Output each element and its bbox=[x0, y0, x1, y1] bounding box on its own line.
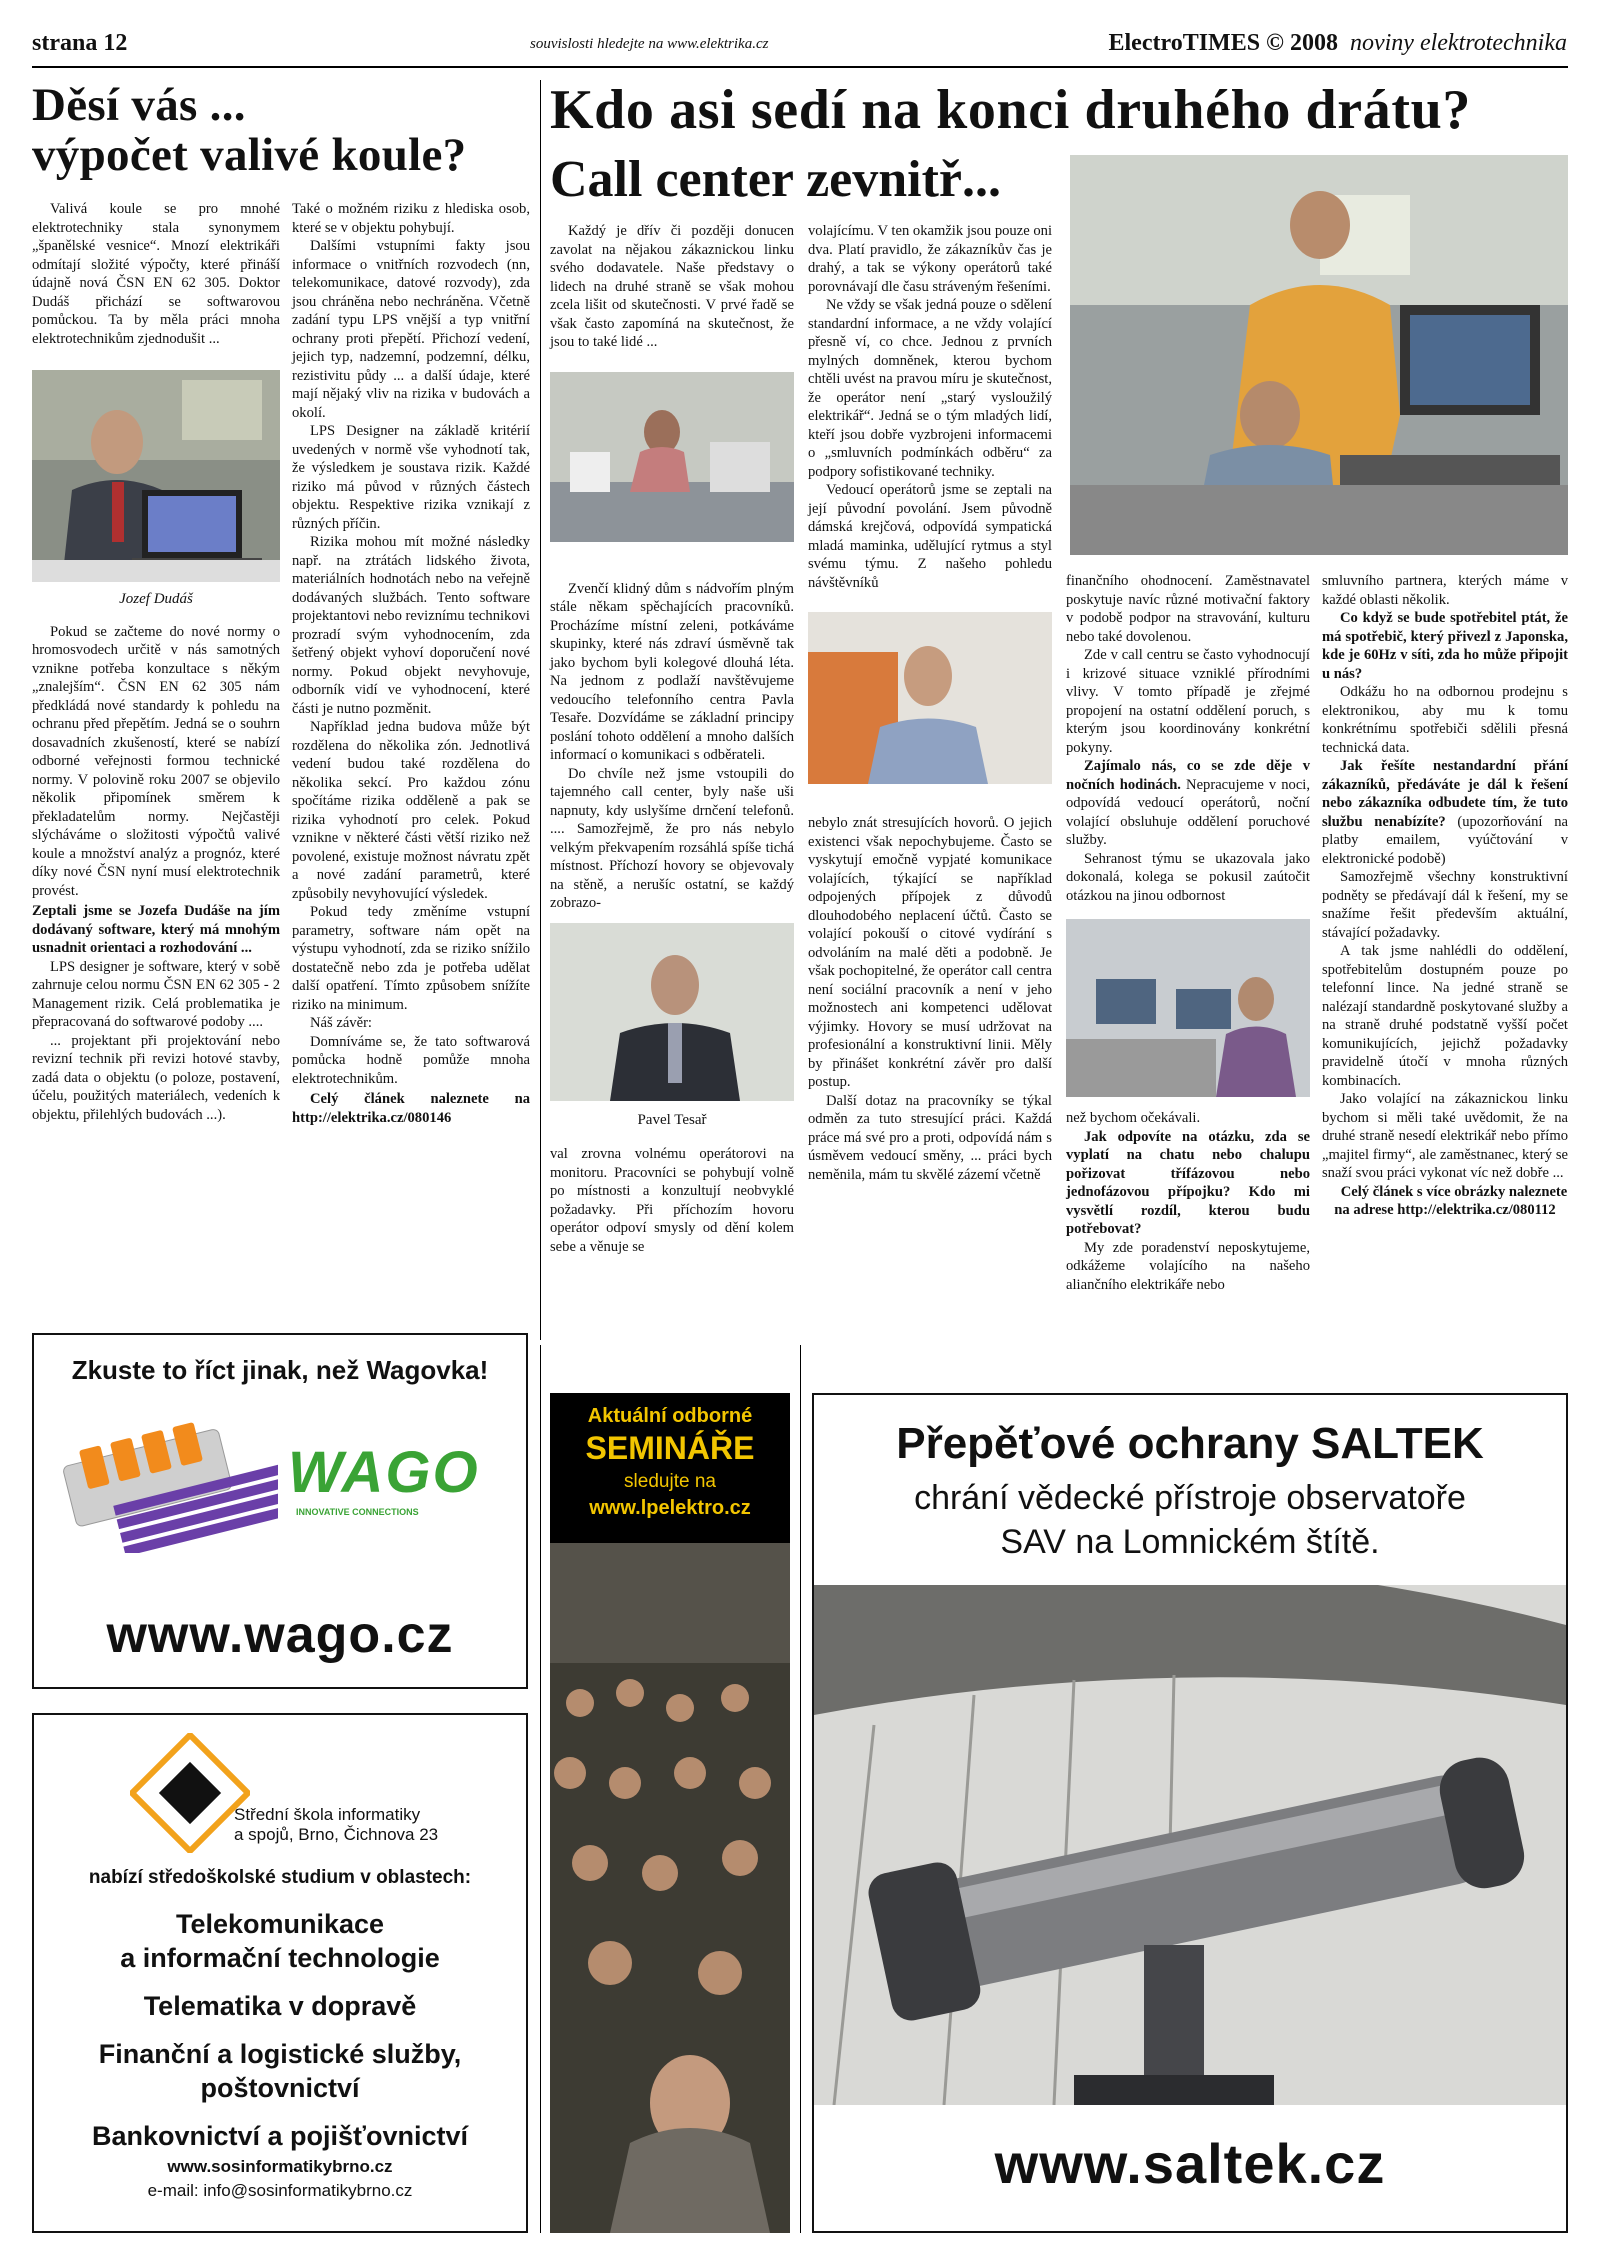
article1-title-line1: Děsí vás ... bbox=[32, 79, 246, 131]
ad-wago-url[interactable]: www.wago.cz bbox=[106, 1606, 454, 1664]
ad-saltek-line2: chrání vědecké přístroje observatoře bbox=[914, 1479, 1466, 1517]
telescope-photo bbox=[814, 1585, 1566, 2105]
school-name: Střední škola informatiky a spojů, Brno, Čichnova 23 bbox=[234, 1805, 439, 1844]
article2-link[interactable]: Celý článek s více obrázky naleznete na adrese http://elektrika.cz/080112 bbox=[1334, 1183, 1568, 1218]
ad-saltek-url[interactable]: www.saltek.cz bbox=[994, 2132, 1386, 2195]
photo-pavel-tesar bbox=[550, 923, 794, 1101]
article1-c2-p2: Dalšími vstupními fakty jsou informace o vnitřních rozvodech (nn, telekomunikace, datové rozvody), zda jsou chráněna nebo nechráněna. Včetně zadání typu LPS vnější a typ vnitřní ochrany proti přepětí. Přichozí vedení, jejich typ, nadzemní, podzemní, délku, rezistivitu půdy ... a další údaje, které mají nějaký vliv na rizika v budovách a okolí. bbox=[292, 238, 530, 421]
wago-connector-icon bbox=[48, 1403, 278, 1553]
article2-c2-p1: volajícímu. V ten okamžik jsou pouze oni dva. Platí pravidlo, že zákazníkův čas je drahý, a tak se výkony operátorů také porovnávají dle času stráveným řešeními. bbox=[808, 223, 1052, 295]
article2-c2-p4: nebylo znát stresujících hovorů. O jejich existenci však nepochybujeme. Často se vyskytují emočně vypjaté komunikace volajících, týkající se například odpojených přípojek z důvodů dlouhodobého neplacení účtů. Často se volající pokouší o citové vydírání s odvoláním na malé děti a podobně. Je však pochopitelné, že operátor call centra není sociální pracovník a není v jeho možnostech ani kompetenci udělovat výjimky. Hovory se musí udržovat na profesionální a konstruktivní linii. Měly by přinášet konkrétní závěr pro další postup. bbox=[808, 815, 1052, 1090]
ad-saltek-title: Přepěťové ochrany SALTEK bbox=[896, 1419, 1484, 1468]
photo-operators-room bbox=[1066, 919, 1310, 1097]
article2-c1-p2: Zvenčí klidný dům s nádvořím plným stále někam spěchajících pracovníků. Procházíme místní zeleni, potkáváme skupinky, které nás zdraví úsměvně tak jako bychom byli kolegové dlouhá léta. Na jednom z podlaží navštěvujeme vedoucího telefonního centra Pavla Tesaře. Dozvídáme se základní principy poslání tohoto oddělení a mnoho dalších informací o komunikaci s odběrateli. bbox=[550, 580, 794, 763]
article2-c3-q2: Jak odpovíte na otázku, zda se vyplatí na chatu nebo chalupu pořizovat třífázovou nebo jednofázovou přípojku? Kdo mi vysvětlí rozdíl, kterou budu potřebovat? bbox=[1066, 1128, 1310, 1237]
article2-c4-q2: Jak řešíte nestandardní přání zákazníků, předáváte je dál k řešení nebo zákazníka odbudete tím, že tuto službu nenabízíte? (upozorňování na platby emailem, vyúčtování v elektronické podobě) bbox=[1322, 758, 1568, 867]
photo-jozef-dudas bbox=[32, 370, 280, 582]
article2-subtitle: Call center zevnitř... bbox=[550, 151, 1001, 208]
article2-c4-p2: Odkážu ho na odbornou prodejnu s elektronikou, aby mu k tomu konkrétnímu spotřebiči sdělili přesná technická data. bbox=[1322, 684, 1568, 756]
article1-column-1 bbox=[32, 200, 280, 1124]
photo-jozef-dudas-graphic bbox=[32, 370, 280, 582]
header-note: souvislosti hledejte na www.elektrika.cz bbox=[530, 36, 769, 52]
ad-saltek[interactable] bbox=[812, 1393, 1568, 2233]
school-web[interactable]: www.sosinformatikybrno.cz bbox=[167, 2157, 393, 2176]
photo-pavel-tesar-graphic bbox=[550, 923, 794, 1101]
publication-name bbox=[1109, 30, 1568, 57]
photo-operator-desk-graphic bbox=[550, 372, 794, 542]
ad-lpelektro-url[interactable]: www.lpelektro.cz bbox=[589, 1497, 751, 1519]
photo-team-leader bbox=[808, 612, 1052, 784]
ad-wago-headline: Zkuste to říct jinak, než Wagovka! bbox=[71, 1355, 489, 1385]
article2-column-2 bbox=[808, 222, 1052, 1184]
publication-title: ElectroTIMES © 2008 bbox=[1108, 30, 1338, 56]
photo-call-center-main-graphic bbox=[1070, 155, 1568, 555]
article1-column-2 bbox=[292, 200, 530, 1127]
article2-c3-p6: My zde poradenství neposkytujeme, odkážeme volajícího na našeho aliančního elektrikáře nebo bbox=[1066, 1239, 1310, 1293]
article2-c2-p5: Další dotaz na pracovníky se týkal odměn za tuto stresující práci. Každá práce má své pro a proti, odpovídá nám s úsměvem vedoucí směny, ... práci bych neměnila, mám tu skvělé zázemí včetně bbox=[808, 1092, 1052, 1183]
column-divider bbox=[540, 1345, 541, 2233]
photo-caption-dudas: Jozef Dudáš bbox=[119, 591, 193, 607]
article2-c1-p3: Do chvíle než jsme vstoupili do tajemného call center, byly naše uši napnuty, kdy uslyšíme drnčení telefonů. .... Samozřejmě, že pro nás nebylo velkým překvapením rozsáhlá spíše tichá místnost. Příchozí hovory se objevovaly na stěně, a nerušíc ostatní, se každý zobrazo- bbox=[550, 765, 794, 911]
page-number: strana 12 bbox=[32, 30, 128, 56]
school-fields: Telekomunikace a informační technologie Telematika v dopravě Finanční a logistické služby, poštovnictví Bankovnictví a pojišťovnictví bbox=[91, 1909, 469, 2151]
article1-c2-p3: LPS Designer na základě kritérií uvedených v normě vše vyhodnotí tak, že výsledkem je soustava rizik. Každé riziko má původ v různých částech objektu. Respektive rizika vznikají z různých příčin. bbox=[292, 423, 530, 532]
article2-c3-p4: Sehranost týmu se ukazovala jako dokonalá, kolega se pokusil zaútočit otázkou na jinou odbornost bbox=[1066, 850, 1310, 904]
column-divider bbox=[800, 1345, 801, 2233]
photo-caption-tesar: Pavel Tesař bbox=[637, 1111, 707, 1128]
article1-c2-p7: Náš závěr: bbox=[310, 1015, 372, 1031]
photo-operators-room-graphic bbox=[1066, 919, 1310, 1097]
article2-c4-p4: A tak jsme nahlédli do oddělení, spotřebitelům dostupném pouze po telefonní lince. Na jedné straně se nalézají standardně poskytované služby a na straně druhé podstatně vyšší počet komunikujících, jejichž požadavky pravidelně útočí v mnoha různých kombinacích. bbox=[1322, 943, 1568, 1089]
wago-logo: WAGO bbox=[288, 1440, 480, 1505]
school-intro: nabízí středoškolské studium v oblastech: bbox=[88, 1867, 472, 1888]
photo-team-leader-graphic bbox=[808, 612, 1052, 784]
article2-title: Kdo asi sedí na konci druhého drátu? bbox=[550, 79, 1471, 141]
article2-c4-p1: smluvního partnera, kterých máme v každé oblasti několik. bbox=[1322, 573, 1568, 608]
article1-c2-p6: Pokud tedy změníme vstupní parametry, software nám opět na výstupu vyhodnotí, zda se riziko snížilo dostatečně nebo zda je potřeba udělat další opatření. Tímto způsobem snížíte riziko na minimum. bbox=[292, 904, 530, 1013]
ad-school[interactable] bbox=[32, 1713, 528, 2233]
article2-column-3 bbox=[1066, 572, 1310, 1294]
article2-c2-p2: Ne vždy se však jedná pouze o sdělení standardní informace, a ne vždy volající přesně ví, co chce. Jednou z prvních mylných domněnek, kterou bychom chtěli uvést na pravou míru je skutečnost, že operátor není „starý vysloužilý elektrikář“. Jedná se o tým mladých lidí, kteří jsou dobře vyzbrojeni informacemi o „smluvních podmínkách odběru“ za podpory sofistikované techniky. bbox=[808, 297, 1052, 480]
photo-operator-desk bbox=[550, 372, 794, 542]
photo-call-center-main bbox=[1070, 155, 1568, 555]
ad-wago[interactable] bbox=[32, 1333, 528, 1689]
school-logo-icon bbox=[130, 1733, 250, 1853]
column-divider bbox=[540, 80, 541, 1340]
article2-column-1 bbox=[550, 222, 794, 1256]
article1-lead: Valivá koule se pro mnohé elektrotechniky stala synonymem „španělské vesnice“. Mnozí elektrikáři odmítají složité výpočty, které přináší údajně nová ČSN EN 62 305. Doktor Dudáš přichází se softwarovou pomůckou. Ta by měla práci mnoha elektrotechnikům zjednodušit ... bbox=[32, 201, 280, 347]
article2-c3-q1: Zajímalo nás, co se zde děje v nočních hodinách. Nepracujeme v noci, odpovídá vedoucí operátorů, noční volající obsluhuje oddělení poruchové služby. bbox=[1066, 758, 1311, 848]
article2-c4-q1: Co když se bude spotřebitel ptát, že má spotřebič, který přivezl z Japonska, kde je 60Hz v síti, zda ho může připojit u nás? bbox=[1322, 610, 1568, 682]
article1-title-line2: výpočet valivé koule? bbox=[32, 129, 467, 181]
ad-lpelektro-line2: SEMINÁŘE bbox=[585, 1430, 755, 1466]
article1-link[interactable]: Celý článek naleznete na http://elektrika.cz/080146 bbox=[292, 1091, 530, 1126]
publication-tagline: noviny elektrotechnika bbox=[1349, 30, 1567, 56]
wago-logo-sub: INNOVATIVE CONNECTIONS bbox=[296, 1507, 419, 1517]
article2-c4-p5: Jako volající na zákaznickou linku bychom si měli také uvědomit, že na druhé straně nesedí elektrikář nebo přímo „majitel firmy“, ale zaměstnanec, který se snaží svou práci vykonat víc než dobře ... bbox=[1322, 1091, 1568, 1181]
article1-question: Zeptali jsme se Jozefa Dudáše na jím dodávaný software, který má mnohým usnadnit orientaci a rozhodování ... bbox=[32, 903, 280, 956]
article1-p1: Pokud se začteme do nové normy o hromosvodech určitě v nás samotných vznikne potřeba konzultace s někým „znalejším“. ČSN EN 62 305 nám předkládá nové standardy k pohledu na ochranu před přepětím. Jedná se o souhrn dosavadních zkušeností, které se nabízí odborné veřejnosti formou technické normy. V polovině roku 2007 se objevilo několik připomínek směrem k překladatelům normy. Nejčastěji slýcháváme o složitosti výpočtů valivé koule a množství analýz a prognóz, které díky nové ČSN nyní musí elektrotechnik provést. bbox=[32, 623, 280, 899]
article1-c2-p4: Rizika mohou mít možné následky např. na ztrátách lidského života, materiálních hodnotách nebo na veřejně dodávaných službách. Tento software projektantovi nebo reviznímu technikovi prozradí svým vyhodnocením, zda šetřený objekt vyhoví doporučení nové normy. Pokud objekt nevyhovuje, odborník vidí ve vyhodnocení, které části je nutno pozměnit. bbox=[292, 534, 530, 717]
article2-c1-p1: Každý je dřív či později donucen zavolat na nějakou zákaznickou linku svého dodavatele. Naše představy o lidech na druhé straně se však mohou zcela lišit od skutečnosti. V prvé řadě se však často zapomíná na skutečnost, že jsou to také lidé ... bbox=[550, 223, 794, 350]
article2-c3-p1: finančního ohodnocení. Zaměstnavatel poskytuje navíc různé motivační faktory v podobě podpor na stravování, kulturu nebo také dovolenou. bbox=[1066, 573, 1310, 645]
article1-p2: LPS designer je software, který v sobě zahrnuje celou normu ČSN EN 62 305 - 2 Management rizik. Celá problematika je přepracovaná do softwarové podoby .... bbox=[32, 958, 280, 1030]
ad-saltek-line3: SAV na Lomnickém štítě. bbox=[1000, 1523, 1380, 1561]
seminar-audience-photo bbox=[550, 1543, 790, 2233]
article1-c2-p1: Také o možném riziku z hlediska osob, které se v objektu pohybují. bbox=[292, 201, 530, 236]
article2-c3-p5: než bychom očekávali. bbox=[1066, 1110, 1201, 1126]
ad-lpelektro-line1: Aktuální odborné bbox=[587, 1405, 753, 1427]
article2-c4-p3: Samozřejmě všechny konstruktivní podněty se předávají dál k řešení, my se snažíme řešit především aktuální, stávající požadavky. bbox=[1322, 869, 1568, 941]
article2-column-4 bbox=[1322, 572, 1568, 1220]
article1-p3: ... projektant při projektování nebo revizní technik při revizi hotové stavby, zadá data o objektu (o poloze, postavení, účelu, použitých materiálech, vedeních k objektu, přilehlých budovách ...). bbox=[32, 1032, 280, 1123]
article2-c1-p4: val zrovna volnému operátorovi na monitoru. Pracovníci se pohybují volně po místnosti a konzultují neobvyklé požadavky. Při příchozím hovoru operátor odpoví smysly od dění kolem sebe a věnuje se bbox=[550, 1146, 794, 1255]
article1-title bbox=[32, 80, 467, 180]
article1-c2-p8: Domníváme se, že tato softwarová pomůcka hodně pomůže mnoha elektrotechnikům. bbox=[292, 1033, 530, 1087]
header-rule bbox=[32, 66, 1568, 68]
ad-lpelektro-line3: sledujte na bbox=[624, 1471, 716, 1492]
article2-c2-p3: Vedoucí operátorů jsme se zeptali na její původní povolání. Jsem původně dámská krejčová, odpovídá sympatická mladá maminka, udělující rytmus a styl svému týmu. Z našeho pohledu návštěvníků bbox=[808, 482, 1052, 591]
article2-c3-p2: Zde v call centru se často vyhodnocují i krizové situace vzniklé přírodními vlivy. V tomto případě je zřejmé propojení na ostatní oddělení poruch, s kterým jsou koordinovány konkrétní pokyny. bbox=[1066, 647, 1310, 756]
school-email[interactable]: e-mail: info@sosinformatikybrno.cz bbox=[147, 2181, 413, 2200]
ad-lpelektro-banner bbox=[550, 1393, 790, 1543]
article1-c2-p5: Například jedna budova může být rozdělena do několika zón. Jednotlivá vedení budou také rozdělena do několika sekcí. Pro každou zónu spočítáme rizika odděleně a pak se rizika vyhodnotí pro celek. Pokud vznikne v některé části větší riziko než povolené, existuje možnost návratu zpět a nové zadání parametrů, které způsobily nevyhovující výsledek. bbox=[292, 719, 530, 902]
ad-lpelektro[interactable] bbox=[550, 1393, 790, 2233]
